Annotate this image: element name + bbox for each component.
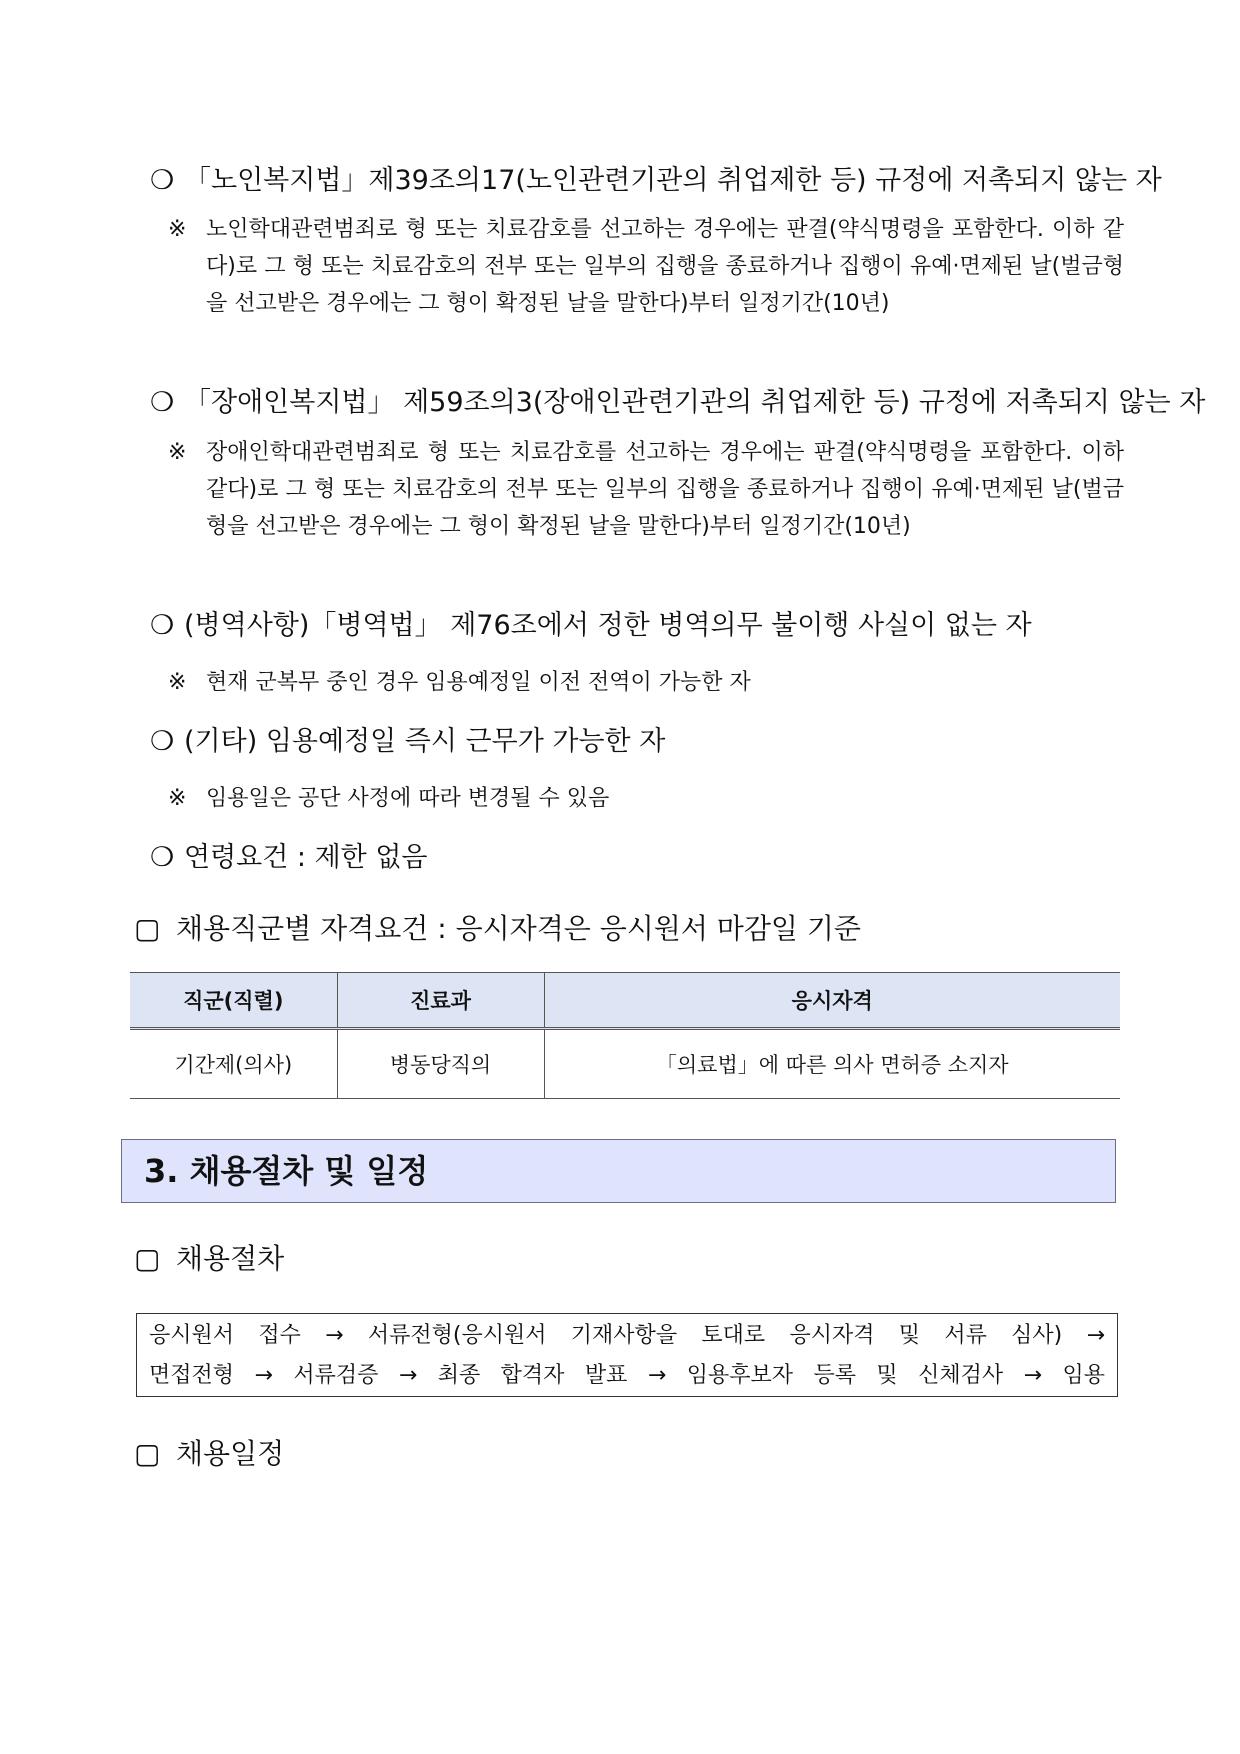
note-text: 현재 군복무 중인 경우 임용예정일 이전 전역이 가능한 자 — [206, 670, 751, 695]
circle-bullet-icon: ❍ — [150, 165, 175, 196]
cell-job: 기간제(의사) — [130, 1029, 337, 1099]
circle-bullet-icon: ❍ — [150, 387, 175, 418]
procedure-line: 면접전형 → 서류검증 → 최종 합격자 발표 → 임용후보자 등록 및 신체검사 → 임용 — [149, 1363, 1105, 1388]
note-mark — [168, 217, 206, 242]
section-title-bar — [121, 1139, 1116, 1203]
checkbox-icon: ▢ — [134, 912, 161, 945]
procedure-line: 응시원서 접수 → 서류전형(응시원서 기재사항을 토대로 응시자격 및 서류 심사) → — [149, 1323, 1105, 1348]
heading-text: 채용일정 — [176, 1437, 285, 1470]
qualification-disabled-law — [150, 380, 1205, 419]
note-other — [168, 781, 609, 812]
checkbox-icon: ▢ — [134, 1437, 161, 1470]
column-header-job: 직군(직렬) — [130, 973, 337, 1029]
qualification-text: 연령요건 : 제한 없음 — [184, 842, 428, 873]
qualification-elderly-law — [150, 158, 1162, 197]
cell-department: 병동당직의 — [337, 1029, 544, 1099]
circle-bullet-icon: ❍ — [150, 726, 175, 757]
heading-text: 채용직군별 자격요건 : 응시자격은 응시원서 마감일 기준 — [176, 912, 861, 945]
qualification-military — [150, 603, 1032, 642]
note-elderly-law: 노인학대관련범죄로 형 또는 치료감호를 선고하는 경우에는 판결(약식명령을 포함한다. 이하 같다)로 그 형 또는 치료감호의 전부 또는 일부의 집행을 종료하거나 집행이 유예·면제된 날(벌금형을 선고받은 경우에는 그 형이 확정된 날을 말한다)부터 일정기간(10년) — [206, 217, 1124, 316]
qualification-other — [150, 719, 665, 758]
circle-bullet-icon: ❍ — [150, 610, 175, 641]
qualification-text: 「노인복지법」제39조의17(노인관련기관의 취업제한 등) 규정에 저촉되지 않는 자 — [184, 165, 1162, 196]
table-header-row — [130, 973, 1120, 1029]
heading-text: 채용절차 — [176, 1242, 285, 1275]
qualification-text: (병역사항)「병역법」 제76조에서 정한 병역의무 불이행 사실이 없는 자 — [184, 610, 1032, 641]
procedure-box — [136, 1313, 1118, 1397]
reference-mark-icon: ※ — [168, 786, 187, 811]
job-requirements-heading — [134, 907, 861, 947]
qualification-text: (기타) 임용예정일 즉시 근무가 가능한 자 — [184, 726, 666, 757]
section-title: 3. 채용절차 및 일정 — [144, 1152, 429, 1190]
requirements-table — [130, 972, 1120, 1099]
checkbox-icon: ▢ — [134, 1242, 161, 1275]
schedule-heading — [134, 1432, 284, 1472]
circle-bullet-icon: ❍ — [150, 842, 175, 873]
table-row — [130, 1029, 1120, 1099]
reference-mark-icon: ※ — [168, 217, 187, 242]
qualification-age — [150, 835, 428, 874]
note-military — [168, 665, 751, 696]
qualification-text: 「장애인복지법」 제59조의3(장애인관련기관의 취업제한 등) 규정에 저촉되지 않는 자 — [184, 387, 1206, 418]
reference-mark-icon: ※ — [168, 440, 187, 465]
procedure-heading — [134, 1237, 284, 1277]
column-header-department: 진료과 — [337, 973, 544, 1029]
column-header-qualification: 응시자격 — [544, 973, 1120, 1029]
cell-qualification: 「의료법」에 따른 의사 면허증 소지자 — [544, 1029, 1120, 1099]
note-mark — [168, 440, 206, 465]
reference-mark-icon: ※ — [168, 670, 187, 695]
note-text: 임용일은 공단 사정에 따라 변경될 수 있음 — [206, 786, 610, 811]
note-disabled-law: 장애인학대관련범죄로 형 또는 치료감호를 선고하는 경우에는 판결(약식명령을 포함한다. 이하 같다)로 그 형 또는 치료감호의 전부 또는 일부의 집행을 종료하거나 집행이 유예·면제된 날(벌금형을 선고받은 경우에는 그 형이 확정된 날을 말한다)부터 일정기간(10년) — [206, 440, 1124, 539]
